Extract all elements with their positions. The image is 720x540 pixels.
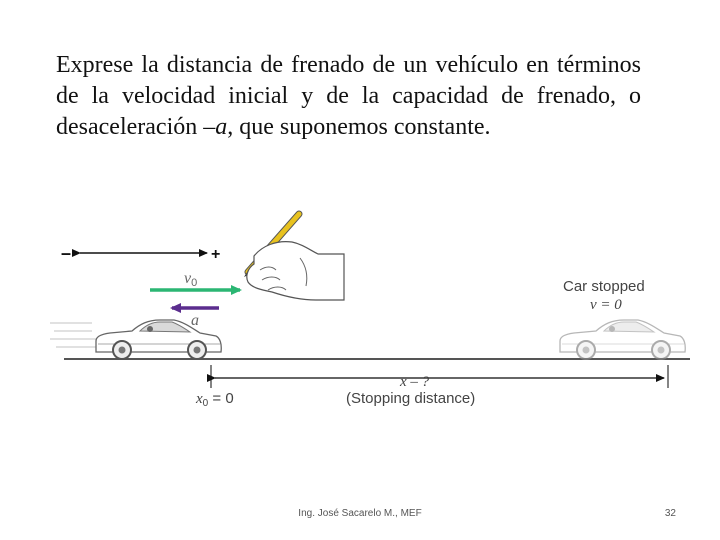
axis-direction-indicator — [61, 243, 220, 263]
accel-symbol: –a — [203, 114, 228, 140]
x-question-label: x – ? — [400, 374, 430, 390]
problem-text-after: , que suponemos constante. — [227, 114, 491, 140]
stopping-distance-label: (Stopping distance) — [346, 390, 476, 407]
car-stopped-label: Car stopped — [563, 278, 645, 295]
v-equals-zero-label: v = 0 — [590, 297, 622, 313]
motion-lines — [50, 323, 98, 347]
v0-label: v0 — [184, 270, 198, 289]
minus-sign: – — [61, 243, 72, 263]
x0-label: $x_0 = 0$ — [196, 390, 234, 409]
stopped-car — [560, 320, 685, 359]
moving-car — [96, 320, 221, 359]
a-label: a — [191, 312, 199, 329]
hand-pencil-illustration — [244, 214, 344, 300]
plus-sign: + — [211, 246, 221, 263]
footer-author: Ing. José Sacarelo M., MEF — [298, 508, 422, 519]
stopping-distance-dimension — [211, 365, 668, 388]
problem-text-before: Exprese la distancia de frenado de un vehículo en términos de la velocidad inicial y de la capacidad de frenado, o desaceleración — [56, 52, 641, 140]
page-number: 32 — [664, 508, 676, 519]
